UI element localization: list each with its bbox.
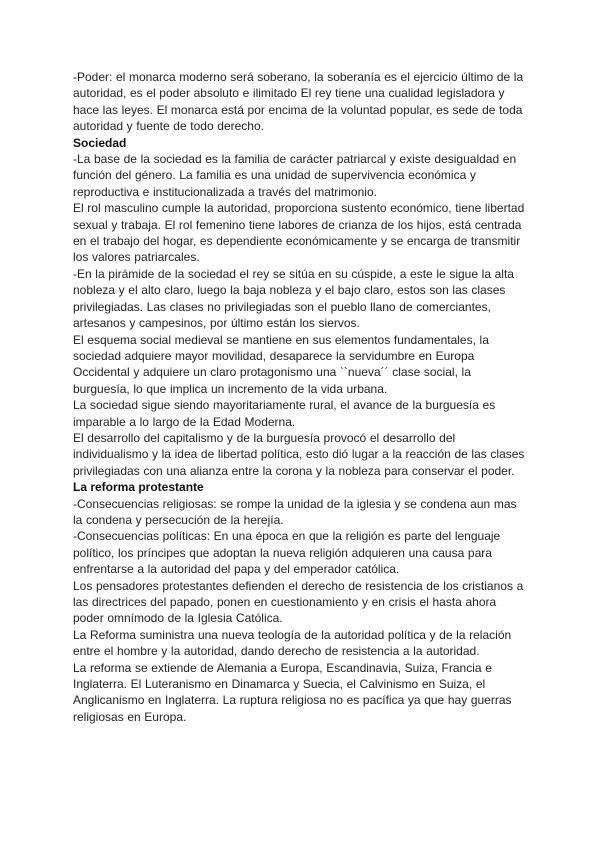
paragraph-poder: -Poder: el monarca moderno será soberano, la soberanía es el ejercicio último de la autoridad, es el poder absoluto e ilimitado El rey tiene una cualidad legisladora y hace las leyes. El monarca está por encima de la voluntad popular, es sede de toda autoridad y fuente de todo derecho. bbox=[73, 70, 524, 134]
paragraph-expansion: La reforma se extiende de Alemania a Europa, Escandinavia, Suiza, Francia e Inglaterra. El Luteranismo en Dinamarca y Suecia, el Calvinismo en Suiza, el Anglicanismo en Inglaterra. La ruptura religiosa no es pacífica ya que hay guerras religiosas en Europa. bbox=[73, 660, 512, 724]
paragraph-familia: -La base de la sociedad es la familia de carácter patriarcal y existe desigualdad en función del género. La familia es una unidad de supervivencia económica y reproductiva e institucionalizada a través del matrimonio. bbox=[73, 152, 517, 199]
paragraph-pensadores: Los pensadores protestantes defienden el derecho de resistencia de los cristianos a las directrices del papado, ponen en cuestionamiento y en crisis el hasta ahora poder omnímodo de la Iglesia Católica. bbox=[73, 578, 524, 626]
paragraph-sociedad-rural: La sociedad sigue siendo mayoritariamente rural, el avance de la burguesía es imparable a lo largo de la Edad Moderna. bbox=[73, 398, 496, 429]
paragraph-consecuencias-religiosas: -Consecuencias religiosas: se rompe la unidad de la iglesia y se condena aun mas la condena y persecución de la herejía. bbox=[73, 496, 517, 527]
document-page bbox=[73, 69, 528, 725]
paragraph-esquema-social: El esquema social medieval se mantiene en sus elementos fundamentales, la sociedad adquiere mayor movilidad, desaparece la servidumbre en Europa Occidental y adquiere un claro protagonismo una ``nueva´´ clase social, la burguesía, lo que implica un incremento de la vida urbana. bbox=[73, 332, 489, 396]
paragraph-piramide: -En la pirámide de la sociedad el rey se sitúa en su cúspide, a este le sigue la alta nobleza y el alto claro, luego la baja nobleza y el bajo claro, estos son las clases privilegiadas. Las clases no privilegiadas son el pueblo llano de comerciantes, artesanos y campesinos, por último están los siervos. bbox=[73, 266, 514, 331]
paragraph-capitalismo: El desarrollo del capitalismo y de la burguesía provocó el desarrollo del individualismo y la idea de libertad política, esto dió lugar a la reacción de las clases privilegiadas con una alianza entre la corona y la nobleza para conservar el poder. bbox=[73, 430, 525, 478]
heading-reforma-protestante: La reforma protestante bbox=[73, 480, 204, 495]
paragraph-consecuencias-politicas: -Consecuencias políticas: En una época en que la religión es parte del lenguaje político, los príncipes que adoptan la nueva religión adquieren una causa para enfrentarse a la autoridad del papa y del emperador católica. bbox=[73, 529, 501, 577]
paragraph-teologia: La Reforma suministra una nueva teología de la autoridad política y de la relación entre el hombre y la autoridad, dando derecho de resistencia a la autoridad. bbox=[73, 627, 512, 659]
paragraph-roles: El rol masculino cumple la autoridad, proporciona sustento económico, tiene libertad sexual y trabaja. El rol femenino tiene labores de crianza de los hijos, está centrada en el trabajo del hogar, es dependiente económicamente y se encarga de transmitir los valores patriarcales. bbox=[73, 201, 525, 265]
heading-sociedad: Sociedad bbox=[73, 135, 127, 150]
